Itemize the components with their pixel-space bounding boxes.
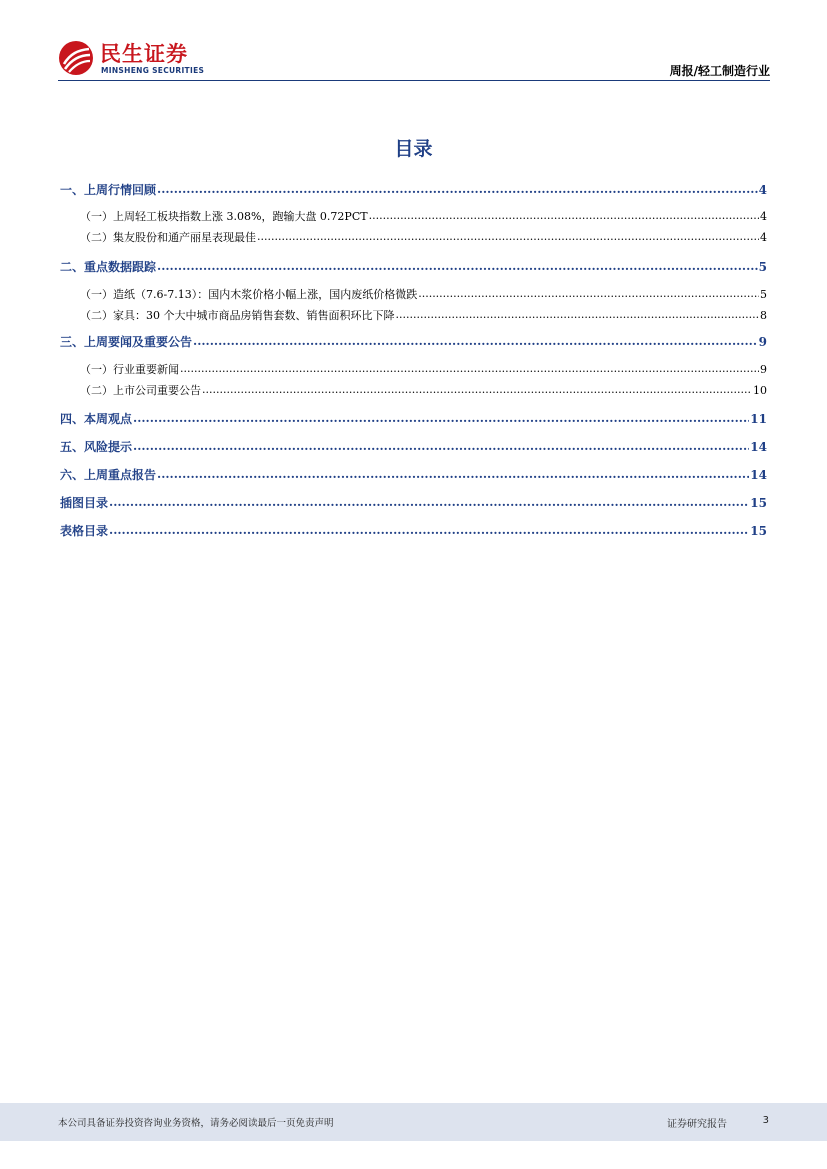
toc-entry-text: （一）行业重要新闻 [80,363,179,376]
page-footer [0,1103,827,1141]
toc-entry-text: 一、上周行情回顾 [60,183,157,197]
report-section-label: 周报/轻工制造行业 [669,64,770,78]
footer-doc-type: 证券研究报告 [667,1119,727,1130]
toc-dot-leader [202,383,752,394]
toc-entry-chapter[interactable] [60,181,767,198]
toc-entry-page: 15 [750,496,767,510]
toc-entry-page: 4 [758,183,767,197]
toc-dot-leader [133,411,749,423]
toc-entry-text: 六、上周重点报告 [60,468,157,482]
toc-entry-page: 10 [753,384,767,397]
toc-entry-chapter[interactable] [60,333,767,350]
toc-entry-text: （一）上周轻工板块指数上涨 3.08%，跑输大盘 0.72PCT [80,210,368,223]
toc-entry-section[interactable] [60,208,767,224]
toc-entry-page: 15 [750,524,767,538]
toc-entry-page: 9 [760,363,767,376]
toc-entry-chapter[interactable] [60,258,767,275]
toc-entry-chapter[interactable] [60,466,767,483]
toc-entry-page: 4 [760,231,767,244]
footer-disclaimer: 本公司具备证券投资咨询业务资格，请务必阅读最后一页免责声明 [58,1118,334,1129]
footer-page-number: 3 [762,1115,769,1126]
toc-entry-text: （一）造纸（7.6-7.13）：国内木浆价格小幅上涨，国内废纸价格微跌 [80,288,418,301]
toc-entry-text: （二）上市公司重要公告 [80,384,201,397]
toc-dot-leader [133,439,749,451]
toc-dot-leader [157,182,758,194]
toc-entry-section[interactable] [60,361,767,377]
header-divider [58,80,770,81]
toc-title: 目录 [394,138,433,160]
toc-entry-chapter[interactable] [60,522,767,539]
toc-entry-text: （二）集友股份和通产丽星表现最佳 [80,231,256,244]
toc-dot-leader [193,334,758,346]
toc-dot-leader [180,362,759,373]
toc-dot-leader [157,467,749,479]
page-header [58,38,770,80]
toc-entry-text: 四、本周观点 [60,412,133,426]
toc-entry-section[interactable] [60,307,767,323]
toc-entry-text: 表格目录 [60,524,109,538]
toc-entry-text: （二）家具：30 个大中城市商品房销售套数、销售面积环比下降 [80,309,395,322]
toc-dot-leader [257,230,759,241]
toc-dot-leader [369,209,759,220]
toc-entry-chapter[interactable] [60,494,767,511]
toc-entry-page: 11 [750,412,767,426]
toc-entry-chapter[interactable] [60,410,767,427]
toc-entry-page: 14 [750,440,767,454]
toc-entry-page: 4 [760,210,767,223]
toc-dot-leader [109,523,749,535]
toc-entry-text: 插图目录 [60,496,109,510]
toc-entry-page: 14 [750,468,767,482]
toc-entry-text: 三、上周要闻及重要公告 [60,335,193,349]
toc-entry-page: 9 [758,335,767,349]
toc-dot-leader [418,287,759,298]
toc-dot-leader [396,308,760,319]
minsheng-logo-icon [58,40,94,76]
minsheng-logo [58,38,228,78]
toc-entry-page: 5 [760,288,767,301]
toc-entry-section[interactable] [60,286,767,302]
toc-entry-section[interactable] [60,229,767,245]
logo-chinese-name: 民生证券 [100,42,188,66]
toc-entry-text: 五、风险提示 [60,440,133,454]
toc-entry-page: 8 [760,309,767,322]
toc-entry-page: 5 [758,260,767,274]
toc-entry-section[interactable] [60,382,767,398]
toc-dot-leader [109,495,749,507]
toc-dot-leader [157,259,758,271]
logo-english-name: MINSHENG SECURITIES [101,66,205,75]
toc-entry-text: 二、重点数据跟踪 [60,260,157,274]
toc-entry-chapter[interactable] [60,438,767,455]
